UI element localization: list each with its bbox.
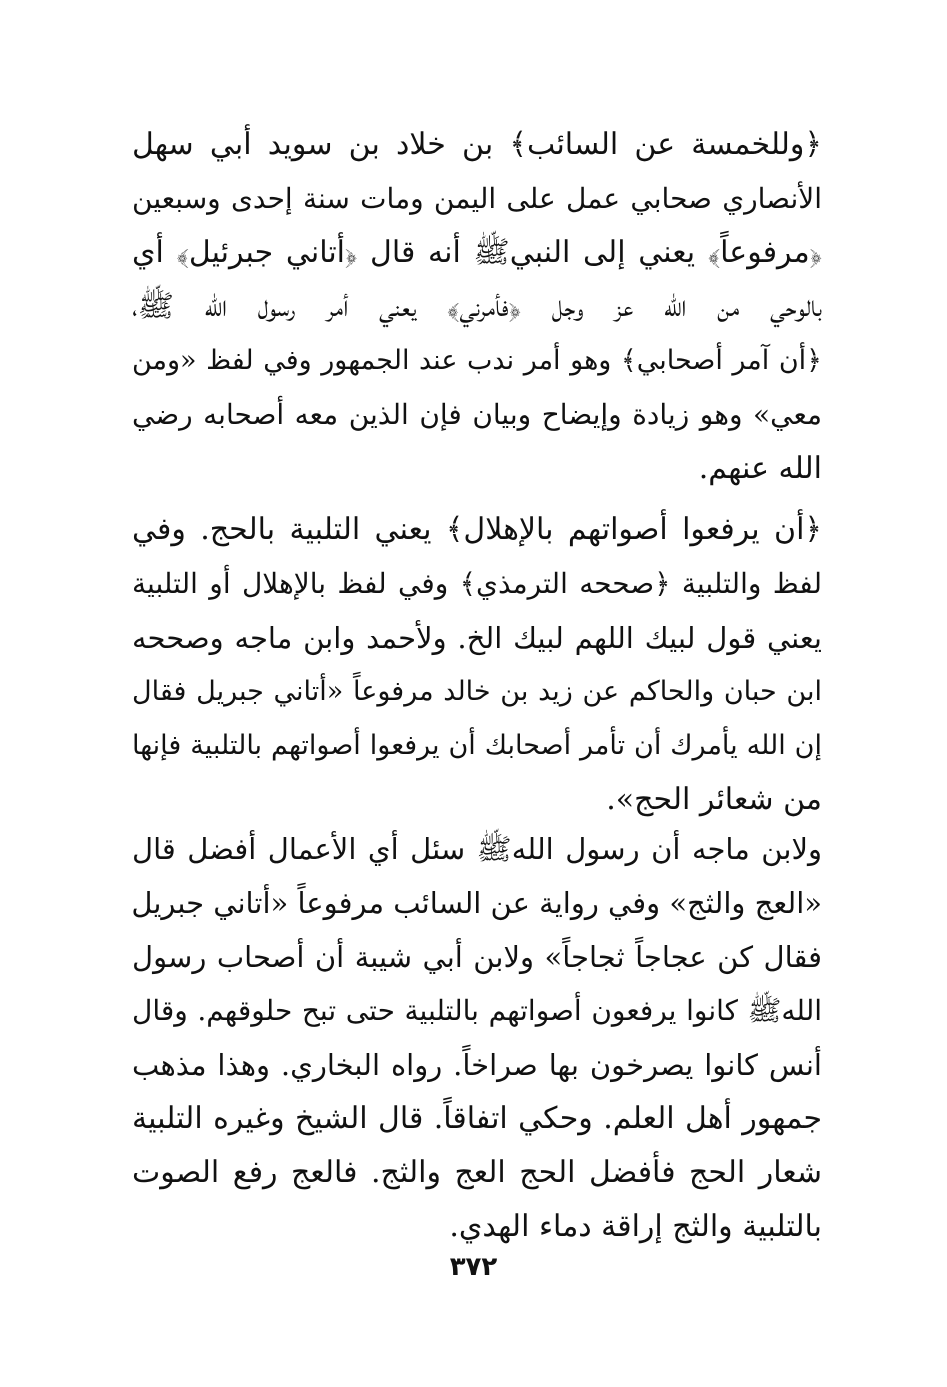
- text-line: ﴿أن يرفعوا أصواتهم بالإهلال﴾ يعني التلبية بالحج. وفي: [132, 512, 822, 547]
- page-number: ٣٧٢: [449, 1252, 498, 1282]
- text-line: ﴿وللخمسة عن السائب﴾ بن خلاد بن سويد أبي سهل: [132, 127, 822, 162]
- text-line: من شعائر الحج».: [606, 782, 822, 817]
- text-line: الأنصاري صحابي عمل على اليمن ومات سنة إحدى وسبعين: [132, 182, 822, 215]
- text-line: اللهﷺ كانوا يرفعون أصواتهم بالتلبية حتى تبح حلوقهم. وقال: [132, 994, 822, 1027]
- paragraph-2: [132, 503, 822, 827]
- text-line: إن الله يأمرك أن تأمر أصحابك أن يرفعوا أصواتهم بالتلبية فإنها: [132, 730, 822, 761]
- text-line: شعار الحج فأفضل الحج العج والثج. فالعج رفع الصوت: [132, 1155, 822, 1190]
- text-line: لفظ والتلبية ﴿صححه الترمذي﴾ وفي لفظ بالإهلال أو التلبية: [132, 567, 822, 600]
- text-line: ﴿مرفوعاً﴾ يعني إلى النبيﷺ أنه قال ﴿أتاني جبرئيل﴾ أي: [132, 235, 822, 270]
- text-line: «العج والثج» وفي رواية عن السائب مرفوعاً «أتاني جبريل: [131, 886, 822, 920]
- text-line: بالوحي من الله عز وجل ﴿فأمرني﴾ يعني أمر رسول الله ﷺ،: [132, 289, 822, 324]
- paragraph-1: [132, 118, 822, 496]
- text-line: ولابن ماجه أن رسول اللهﷺ سئل أي الأعمال أفضل قال: [132, 832, 822, 866]
- text-line: الله عنهم.: [698, 451, 822, 486]
- text-line: فقال كن عجاجاً ثجاجاً» ولابن أبي شيبة أن أصحاب رسول: [132, 940, 822, 974]
- text-line: ابن حبان والحاكم عن زيد بن خالد مرفوعاً «أتاني جبريل فقال: [132, 676, 822, 707]
- text-line: معي» وهو زيادة وإيضاح وبيان فإن الذين معه أصحابه رضي: [132, 398, 822, 431]
- text-line: جمهور أهل العلم. وحكي اتفاقاً. قال الشيخ وغيره التلبية: [132, 1101, 822, 1136]
- text-line: يعني قول لبيك اللهم لبيك الخ. ولأحمد وابن ماجه وصححه: [132, 621, 822, 655]
- text-line: ﴿أن آمر أصحابي﴾ وهو أمر ندب عند الجمهور وفي لفظ «ومن: [132, 345, 822, 376]
- paragraph-3: [132, 822, 822, 1254]
- text-line: بالتلبية والثج إراقة دماء الهدي.: [449, 1209, 822, 1244]
- text-line: أنس كانوا يصرخون بها صراخاً. رواه البخاري. وهذا مذهب: [132, 1048, 822, 1082]
